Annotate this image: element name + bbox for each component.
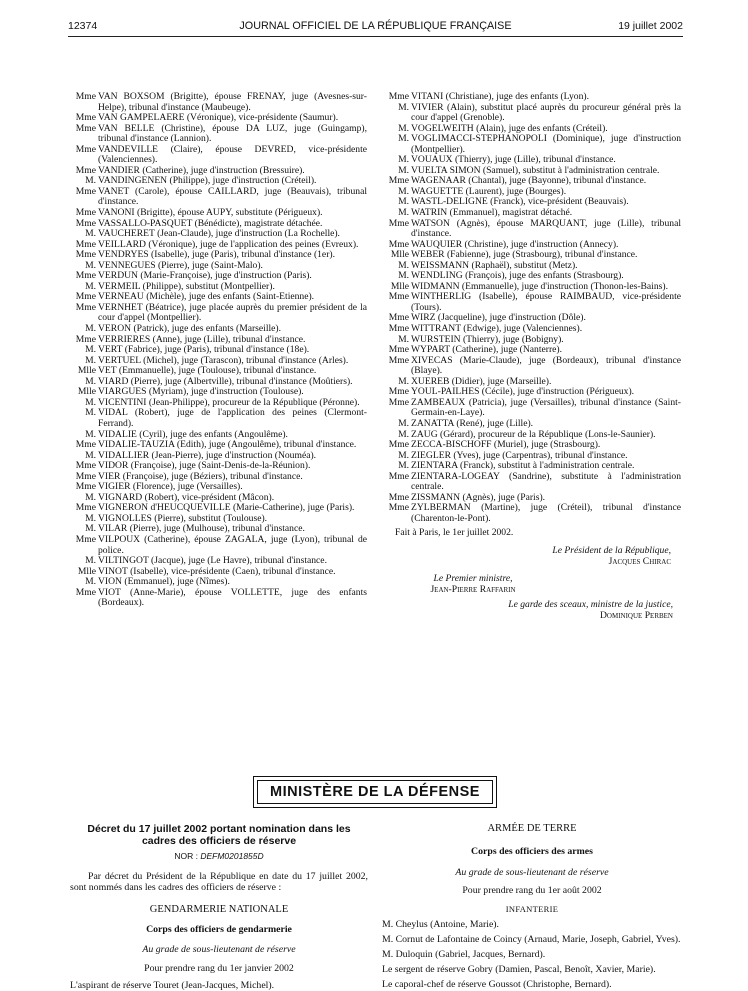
title-abbrev: Mlle — [390, 249, 409, 261]
appointment-entry — [383, 292, 681, 313]
header-rule — [68, 36, 683, 37]
title-abbrev: Mme — [388, 470, 409, 482]
entry-text: VIGNARD (Robert), vice-président (Mâcon). — [98, 491, 275, 503]
entry-text: VILAR (Pierre), juge (Mulhouse), tribunal d'instance. — [98, 523, 305, 535]
entry-text: WAUQUIER (Christine), juge d'instruction (Annecy). — [411, 238, 619, 250]
title-abbrev: M. — [398, 196, 409, 208]
title-abbrev: Mme — [388, 491, 409, 503]
issue-date: 19 juillet 2002 — [618, 20, 683, 32]
entry-text: WENDLING (François), juge des enfants (Strasbourg). — [411, 270, 624, 282]
appointment-entry — [383, 398, 681, 419]
title-abbrev: M. — [398, 101, 409, 113]
title-abbrev: M. — [398, 449, 409, 461]
entry-text: VERNHET (Béatrice), juge placée auprès du premier président de la cour d'appel (Montpellier). — [98, 301, 367, 324]
title-abbrev: Mme — [75, 439, 96, 451]
army-person: Le caporal-chef de réserve Goussot (Christophe, Bernard). — [382, 979, 612, 990]
entry-text: WEBER (Fabienne), juge (Strasbourg), tribunal d'instance. — [411, 249, 638, 261]
entry-text: VIOT (Anne-Marie), épouse VOLLETTE, juge des enfants (Bordeaux). — [98, 586, 367, 609]
nor-label: NOR : — [174, 851, 198, 861]
entry-text: WIRZ (Jacqueline), juge d'instruction (Dôle). — [411, 312, 586, 324]
appointment-entry — [383, 472, 681, 493]
entry-text: VIGNERON d'HEUCQUEVILLE (Marie-Catherine), juge (Paris). — [98, 502, 355, 514]
title-abbrev: M. — [398, 375, 409, 387]
entry-text: WASTL-DELIGNE (Franck), vice-président (Beauvais). — [411, 196, 629, 208]
entry-text: VOUAUX (Thierry), juge (Lille), tribunal d'instance. — [411, 154, 616, 166]
title-abbrev: M. — [85, 228, 96, 240]
entry-text: VIER (Françoise), juge (Béziers), tribunal d'instance. — [98, 470, 303, 482]
title-abbrev: M. — [398, 333, 409, 345]
title-abbrev: M. — [85, 323, 96, 335]
title-abbrev: M. — [398, 164, 409, 176]
entry-text: WYPART (Catherine), juge (Nanterre). — [411, 344, 563, 356]
page-header — [68, 20, 683, 36]
entry-text: ZAUG (Gérard), procureur de la République (Lons-le-Saunier). — [411, 428, 656, 440]
title-abbrev: M. — [85, 428, 96, 440]
entry-text: WINTHERLIG (Isabelle), épouse RAIMBAUD, vice-présidente (Tours). — [411, 291, 681, 313]
title-abbrev: Mme — [388, 91, 409, 102]
entry-text: ZECCA-BISCHOFF (Muriel), juge (Strasbourg). — [411, 439, 601, 451]
decree-paragraph: Par décret du Président de la République en date du 17 juillet 2002, sont nommés dans les cadres des officiers de réserve : — [70, 871, 368, 893]
appointment-entry — [70, 187, 367, 208]
title-abbrev: Mme — [388, 396, 409, 408]
entry-text: VANDEVILLE (Claire), épouse DEVRED, vice-présidente (Valenciennes). — [98, 143, 367, 166]
entry-text: VIGIER (Florence), juge (Versailles). — [98, 481, 243, 493]
title-abbrev: Mme — [75, 270, 96, 282]
entry-text: ZIENTARA (Franck), substitut à l'administration centrale. — [411, 460, 635, 472]
entry-text: VOGLIMACCI-STEPHANOPOLI (Dominique), juge d'instruction (Montpellier). — [411, 133, 681, 155]
title-abbrev: Mme — [75, 143, 96, 155]
title-abbrev: M. — [85, 576, 96, 588]
entry-text: VIVIER (Alain), substitut placé auprès du procureur général près la cour d'appel (Grenoble). — [411, 101, 681, 124]
entry-text: ZYLBERMAN (Martine), juge (Créteil), tribunal d'instance (Charenton-le-Pont). — [411, 502, 681, 524]
title-abbrev: Mme — [388, 238, 409, 250]
entry-text: WAGUETTE (Laurent), juge (Bourges). — [411, 185, 567, 197]
title-abbrev: Mme — [388, 312, 409, 324]
title-abbrev: Mlle — [77, 365, 96, 377]
entry-text: VOGELWEITH (Alain), juge des enfants (Créteil). — [411, 122, 608, 134]
entry-text: VITANI (Christiane), juge des enfants (Lyon). — [411, 91, 589, 102]
title-abbrev: Mme — [75, 586, 96, 598]
entry-text: VILPOUX (Catherine), épouse ZAGALA, juge (Lyon), tribunal de police. — [98, 533, 367, 556]
title-abbrev: M. — [85, 280, 96, 292]
garde-role: Le garde des sceaux, ministre de la justice, — [508, 599, 673, 611]
title-abbrev: Mme — [75, 217, 96, 229]
entry-text: VINOT (Isabelle), vice-présidente (Caen), tribunal d'instance. — [98, 565, 336, 577]
title-abbrev: M. — [85, 259, 96, 271]
entry-text: YOUL-PAILHES (Cécile), juge d'instruction (Périgueux). — [411, 386, 635, 398]
entry-text: VERNEAU (Michèle), juge des enfants (Saint-Etienne). — [98, 291, 315, 303]
entry-text: ZANATTA (René), juge (Lille). — [411, 417, 534, 429]
entry-text: WEISSMANN (Raphaël), substitut (Metz). — [411, 259, 578, 271]
title-abbrev: Mme — [75, 164, 96, 176]
appointment-entry — [70, 92, 367, 113]
left-column — [70, 92, 367, 609]
entry-text: WATRIN (Emmanuel), magistrat détaché. — [411, 207, 573, 219]
title-abbrev: M. — [398, 259, 409, 271]
title-abbrev: Mme — [75, 91, 96, 102]
appointment-entry — [70, 145, 367, 166]
title-abbrev: Mme — [388, 386, 409, 398]
pm-role: Le Premier ministre, — [433, 573, 513, 585]
entry-text: VET (Emmanuelle), juge (Toulouse), tribunal d'instance. — [98, 365, 317, 377]
entry-text: XUEREB (Didier), juge (Marseille). — [411, 375, 552, 387]
title-abbrev: M. — [398, 417, 409, 429]
appointment-entry — [70, 303, 367, 324]
grade-army: Au grade de sous-lieutenant de réserve — [455, 867, 609, 878]
entry-text: VICENTINI (Jean-Philippe), procureur de la République (Péronne). — [98, 396, 360, 408]
appointment-entry — [383, 134, 681, 155]
garde-name: Dominique Perben — [600, 609, 673, 621]
entry-text: WITTRANT (Edwige), juge (Valenciennes). — [411, 323, 583, 335]
title-abbrev: Mme — [75, 112, 96, 124]
ministry-heading: MINISTÈRE DE LA DÉFENSE — [257, 780, 493, 804]
title-abbrev: Mme — [75, 502, 96, 514]
title-abbrev: Mme — [75, 122, 96, 134]
army-person: M. Duloquin (Gabriel, Jacques, Bernard). — [382, 949, 546, 960]
appointment-entry — [70, 124, 367, 145]
appointment-entry — [70, 535, 367, 556]
title-abbrev: Mlle — [77, 386, 96, 398]
entry-text: VIDAL (Robert), juge de l'application des peines (Clermont-Ferrand). — [98, 407, 367, 429]
appointment-entry — [70, 408, 367, 429]
title-abbrev: Mme — [388, 344, 409, 356]
army-person: Le sergent de réserve Gobry (Damien, Pascal, Benoît, Xavier, Marie). — [382, 964, 656, 975]
army-person: M. Cheylus (Antoine, Marie). — [382, 919, 499, 930]
person-gendarmerie: L'aspirant de réserve Touret (Jean-Jacques, Michel). — [70, 980, 275, 991]
section-gendarmerie: GENDARMERIE NATIONALE — [149, 904, 289, 915]
entry-text: VERDUN (Marie-Françoise), juge d'instruction (Paris). — [98, 270, 312, 282]
title-abbrev: Mme — [388, 323, 409, 335]
entry-text: VERT (Fabrice), juge (Paris), tribunal d'instance (18e). — [98, 344, 310, 356]
title-abbrev: M. — [398, 270, 409, 282]
appointment-entry — [383, 356, 681, 377]
army-person: M. Cornut de Lafontaine de Coincy (Arnaud, Marie, Joseph, Gabriel, Yves). — [382, 934, 681, 945]
title-abbrev: M. — [85, 491, 96, 503]
title-abbrev: M. — [85, 175, 96, 187]
entry-text: ZISSMANN (Agnès), juge (Paris). — [411, 491, 546, 503]
entry-text: VENDRYES (Isabelle), juge (Paris), tribunal d'instance (1er). — [98, 249, 335, 261]
title-abbrev: M. — [398, 133, 409, 145]
entry-text: VERMEIL (Philippe), substitut (Montpellier). — [98, 280, 275, 292]
subsection-infanterie: INFANTERIE — [505, 904, 559, 914]
president-signature — [383, 546, 681, 567]
title-abbrev: M. — [85, 344, 96, 356]
entry-text: VERON (Patrick), juge des enfants (Marseille). — [98, 323, 282, 335]
fait-line: Fait à Paris, le 1er juillet 2002. — [395, 527, 514, 539]
entry-text: ZAMBEAUX (Patricia), juge (Versailles), tribunal d'instance (Saint-Germain-en-Laye). — [411, 396, 681, 419]
entry-text: VAN GAMPELAERE (Véronique), vice-présidente (Saumur). — [98, 112, 339, 124]
title-abbrev: Mme — [75, 533, 96, 545]
title-abbrev: M. — [85, 396, 96, 408]
title-abbrev: Mme — [75, 291, 96, 303]
title-abbrev: M. — [85, 407, 96, 419]
right-entries — [383, 92, 681, 524]
decree-title: Décret du 17 juillet 2002 portant nomination dans les cadres des officiers de réserve — [87, 823, 351, 847]
title-abbrev: Mlle — [390, 280, 409, 292]
appointment-entry — [383, 503, 681, 524]
entry-text: VUELTA SIMON (Samuel), substitut à l'administration centrale. — [411, 164, 660, 176]
grade-gendarmerie: Au grade de sous-lieutenant de réserve — [142, 944, 296, 955]
title-abbrev: M. — [398, 122, 409, 134]
entry-text: VILTINGOT (Jacque), juge (Le Havre), tribunal d'instance. — [98, 555, 327, 567]
president-role: Le Président de la République, — [552, 544, 671, 556]
pm-name: Jean-Pierre Raffarin — [430, 583, 516, 595]
entry-text: VIGNOLLES (Pierre), substitut (Toulouse). — [98, 512, 268, 524]
entry-text: VIARD (Pierre), juge (Albertville), tribunal d'instance (Moûtiers). — [98, 375, 353, 387]
journal-title: JOURNAL OFFICIEL DE LA RÉPUBLIQUE FRANÇAISE — [239, 20, 512, 32]
title-abbrev: Mme — [75, 333, 96, 345]
title-abbrev: M. — [398, 460, 409, 472]
title-abbrev: Mme — [388, 354, 409, 366]
appointment-entry — [383, 103, 681, 124]
army-column — [382, 823, 682, 990]
title-abbrev: M. — [398, 154, 409, 166]
title-abbrev: M. — [398, 207, 409, 219]
appointment-entry — [70, 588, 367, 609]
title-abbrev: Mme — [75, 481, 96, 493]
title-abbrev: Mme — [388, 217, 409, 229]
corps-gendarmerie: Corps des officiers de gendarmerie — [146, 924, 292, 935]
entry-text: VAUCHERET (Jean-Claude), juge d'instruction (La Rochelle). — [98, 228, 340, 240]
page-number: 12374 — [68, 20, 98, 32]
entry-text: VEILLARD (Véronique), juge de l'application des peines (Evreux). — [98, 238, 359, 250]
entry-text: VANONI (Brigitte), épouse AUPY, substitute (Périgueux). — [98, 207, 323, 219]
appointment-entry — [383, 219, 681, 240]
entry-text: VAN BELLE (Christine), épouse DA LUZ, juge (Guingamp), tribunal d'instance (Lannion). — [98, 122, 367, 145]
title-abbrev: Mlle — [77, 565, 96, 577]
right-column — [383, 92, 681, 621]
entry-text: VIDOR (Françoise), juge (Saint-Denis-de-la-Réunion). — [98, 460, 311, 472]
title-abbrev: Mme — [75, 185, 96, 197]
nor-line — [70, 851, 368, 862]
entry-text: WIDMANN (Emmanuelle), juge d'instruction (Thonon-les-Bains). — [411, 280, 668, 292]
entry-text: VASSALLO-PASQUET (Bénédicte), magistrate détachée. — [98, 217, 323, 229]
title-abbrev: Mme — [75, 207, 96, 219]
title-abbrev: Mme — [75, 301, 96, 313]
entry-text: VANDIER (Catherine), juge d'instruction (Bressuire). — [98, 164, 305, 176]
title-abbrev: Mme — [75, 249, 96, 261]
entry-text: VIDALLIER (Jean-Pierre), juge d'instruction (Nouméa). — [98, 449, 317, 461]
title-abbrev: M. — [398, 185, 409, 197]
title-abbrev: Mme — [388, 439, 409, 451]
entry-text: WAGENAAR (Chantal), juge (Bayonne), tribunal d'instance. — [411, 175, 647, 187]
entry-text: WATSON (Agnès), épouse MARQUANT, juge (Lille), tribunal d'instance. — [411, 217, 681, 240]
title-abbrev: Mme — [75, 238, 96, 250]
corps-army: Corps des officiers des armes — [471, 846, 593, 857]
title-abbrev: M. — [85, 449, 96, 461]
garde-signature — [383, 600, 681, 621]
entry-text: ZIEGLER (Yves), juge (Carpentras), tribunal d'instance. — [411, 449, 628, 461]
entry-text: VANDINGENEN (Philippe), juge d'instruction (Créteil). — [98, 175, 317, 187]
rang-gendarmerie: Pour prendre rang du 1er janvier 2002 — [144, 963, 294, 974]
pm-signature — [373, 574, 573, 595]
title-abbrev: M. — [398, 428, 409, 440]
title-abbrev: Mme — [75, 460, 96, 472]
section-army: ARMÉE DE TERRE — [487, 823, 577, 834]
entry-text: VION (Emmanuel), juge (Nîmes). — [98, 576, 230, 588]
nor-code: DEFM0201855D — [200, 851, 264, 861]
entry-text: XIVECAS (Marie-Claude), juge (Bordeaux), tribunal d'instance (Blaye). — [411, 354, 681, 377]
title-abbrev: Mme — [388, 175, 409, 187]
title-abbrev: Mme — [75, 470, 96, 482]
entry-text: VIDALIE-TAUZIA (Edith), juge (Angoulême), tribunal d'instance. — [98, 439, 357, 451]
title-abbrev: M. — [85, 375, 96, 387]
entry-text: VIDALIE (Cyril), juge des enfants (Angoulême). — [98, 428, 288, 440]
entry-text: VANET (Carole), épouse CAILLARD, juge (Beauvais), tribunal d'instance. — [98, 185, 367, 208]
title-abbrev: M. — [85, 512, 96, 524]
entry-text: VERRIERES (Anne), juge (Lille), tribunal d'instance. — [98, 333, 306, 345]
entry-text: VIARGUES (Myriam), juge d'instruction (Toulouse). — [98, 386, 304, 398]
decree-column — [70, 823, 368, 991]
entry-text: ZIENTARA-LOGEAY (Sandrine), substitute à l'administration centrale. — [411, 470, 681, 493]
president-name: Jacques Chirac — [608, 555, 671, 567]
title-abbrev: Mme — [388, 291, 409, 303]
title-abbrev: M. — [85, 523, 96, 535]
entry-text: VAN BOXSOM (Brigitte), épouse FRENAY, juge (Avesnes-sur-Helpe), tribunal d'instance (Maubeuge). — [98, 91, 367, 113]
title-abbrev: M. — [85, 354, 96, 366]
entry-text: VERTUEL (Michel), juge (Tarascon), tribunal d'instance (Arles). — [98, 354, 349, 366]
entry-text: VENNEGUES (Pierre), juge (Saint-Malo). — [98, 259, 263, 271]
title-abbrev: M. — [85, 555, 96, 567]
rang-army: Pour prendre rang du 1er août 2002 — [462, 885, 602, 896]
title-abbrev: Mme — [388, 502, 409, 514]
entry-text: WURSTEIN (Thierry), juge (Bobigny). — [411, 333, 564, 345]
army-persons — [382, 919, 682, 990]
